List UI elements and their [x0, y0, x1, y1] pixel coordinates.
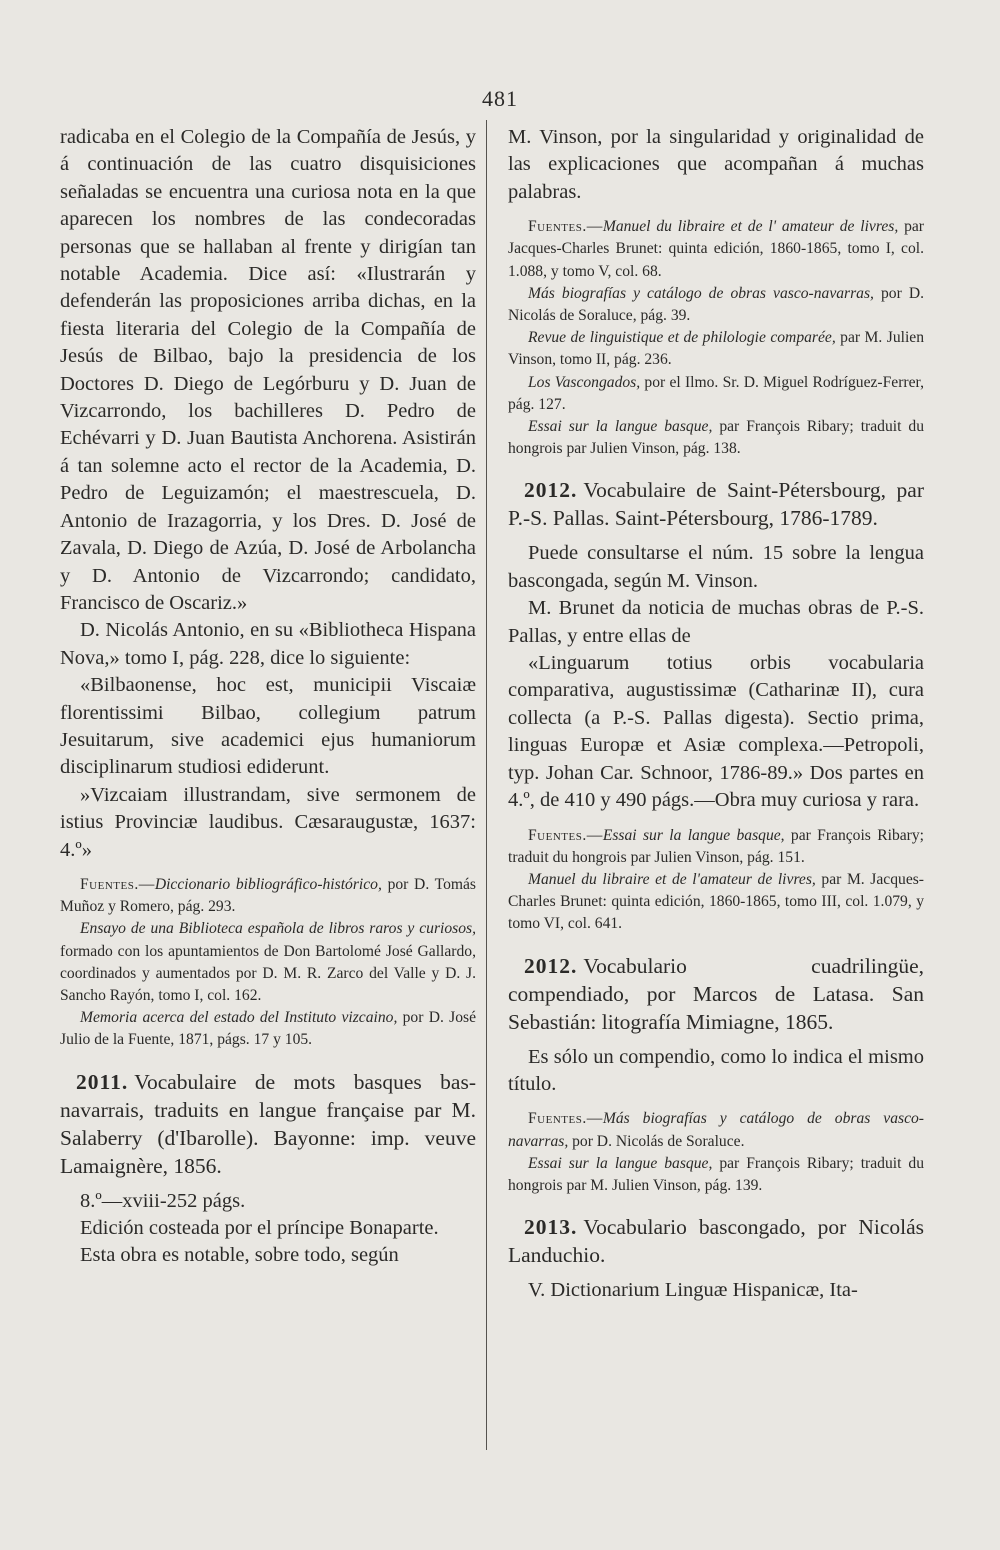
source-title: Revue de linguistique et de philologie comparée,	[528, 329, 836, 347]
entry-heading	[60, 1068, 476, 1180]
sources-block	[508, 216, 924, 460]
entry-line: Edición costeada por el príncipe Bonaparte.	[80, 1217, 439, 1239]
right-column	[508, 124, 924, 1305]
sources-lead: Fuentes.—	[528, 218, 603, 236]
source-rest: par Jacques-Charles Brunet: quinta edición, 1860-1865, tomo I, col. 1.088, y tomo V, col. 68.	[508, 218, 924, 280]
left-column	[60, 124, 476, 1270]
entry-title: Vocabulario bascongado, por Nicolás Landuchio.	[508, 1215, 924, 1268]
source-line	[508, 283, 924, 327]
sources-block	[60, 874, 476, 1052]
entry-title: Vocabulario cuadrilingüe, compendiado, por Marcos de Latasa. San Sebastián: litografía Mimiagne, 1865.	[508, 953, 924, 1034]
entry-2013	[508, 1213, 924, 1304]
source-rest: par M. Jacques-Charles Brunet: quinta edición, 1860-1865, tomo III, col. 1.079, y tomo VI, col. 641.	[508, 870, 924, 933]
source-line	[60, 918, 476, 1007]
entry-number: 2011.	[76, 1069, 129, 1094]
entry-heading	[508, 952, 924, 1036]
entry-line: 8.º—xviii-252 págs.	[80, 1189, 246, 1212]
source-rest: por D. Nicolás de Soraluce.	[568, 1132, 745, 1150]
entry-2011	[60, 1068, 476, 1270]
source-line	[60, 1007, 476, 1051]
right-intro-paragraph: M. Vinson, por la singularidad y originalidad de las explicaciones que acompañan á muchas palabras.	[508, 126, 924, 203]
source-title: Manuel du libraire et de l'amateur de livres,	[528, 870, 816, 888]
source-title: Essai sur la langue basque,	[602, 826, 785, 844]
source-line	[508, 869, 924, 936]
source-rest: por el Ilmo. Sr. D. Miguel Rodríguez-Ferrer, pág. 127.	[508, 373, 924, 413]
entry-heading	[508, 476, 924, 532]
source-rest: par François Ribary; traduit du hongrois par Julien Vinson, pág. 151.	[508, 826, 924, 866]
source-title: Memoria acerca del estado del Instituto vizcaino,	[80, 1009, 398, 1027]
source-rest: par M. Julien Vinson, tomo II, pág. 236.	[508, 329, 925, 369]
source-rest: por D. Nicolás de Soraluce, pág. 39.	[508, 284, 925, 325]
latin-quote-paragraph: »Vizcaiam illustrandam, sive sermonem de istius Provinciæ laudibus. Cæsaraugustæ, 1637: 4.º»	[60, 783, 476, 861]
source-rest: por D. José Julio de la Fuente, 1871, págs. 17 y 105.	[60, 1009, 476, 1049]
source-rest: par François Ribary; traduit du hongrois par Julien Vinson, pág. 138.	[508, 418, 924, 458]
source-line	[508, 372, 924, 416]
page-number: 481	[482, 86, 518, 111]
entry-2012-latasa	[508, 952, 924, 1198]
entry-line: V. Dictionarium Linguæ Hispanicæ, Ita-	[528, 1279, 858, 1302]
entry-2012-pallas	[508, 476, 924, 935]
entry-number: 2012.	[524, 953, 578, 978]
column-divider	[486, 120, 487, 1450]
sources-lead: Fuentes.—	[528, 826, 603, 844]
entry-line: Es sólo un compendio, como lo indica el mismo título.	[508, 1045, 924, 1095]
entry-number: 2013.	[524, 1215, 578, 1240]
entry-line: Puede consultarse el núm. 15 sobre la lengua bascongada, según M. Vinson.	[508, 542, 924, 592]
entry-title: Vocabulaire de Saint-Pétersbourg, par P.-S. Pallas. Saint-Pétersbourg, 1786-1789.	[508, 478, 924, 531]
source-line	[508, 1153, 924, 1197]
sources-block	[508, 825, 924, 936]
source-line	[508, 1108, 924, 1152]
source-line	[60, 874, 476, 918]
sources-block	[508, 1108, 924, 1197]
entry-title: Vocabulaire de mots basques bas-navarrais, traduits en langue française par M. Salaberry (d'Ibarolle). Bayonne: imp. veuve Lamaignère, 1856.	[60, 1069, 476, 1178]
entry-heading	[508, 1213, 924, 1269]
source-title: Los Vascongados,	[528, 373, 641, 391]
source-rest: formado con los apuntamientos de Don Bartolomé José Gallardo, coordinados y aumentados por D. M. R. Zarco del Valle y D. J. Sancho Rayón, tomo I, col. 162.	[60, 942, 476, 1004]
source-line	[508, 216, 924, 283]
source-line	[508, 416, 924, 460]
entry-line: «Linguarum totius orbis vocabularia comparativa, augustissimæ (Catharinæ II), cura collecta (a P.-S. Pallas digesta). Sectio prima, linguas Europæ et Asiæ complexa.—Petropoli, typ. Johan Car. Schnoor, 1786-89.» Dos partes en 4.º, de 410 y 490 págs.—Obra muy curiosa y rara.	[508, 652, 924, 812]
source-title: Más biografías y catálogo de obras vasco-navarras,	[528, 284, 874, 302]
source-title: Ensayo de una Biblioteca española de libros raros y curiosos,	[80, 920, 476, 938]
left-intro-paragraph: radicaba en el Colegio de la Compañía de Jesús, y á continuación de las cuatro disquisiciones señaladas se encuentra una curiosa nota en la que aparecen los nombres de las condecoradas personas que se hallaban al frente y dirigían tan notable Academia. Dice así: «Ilustrarán y defenderán las proposiciones arriba dichas, en la fiesta literaria del Colegio de la Compañía de Jesús de Bilbao, bajo la presidencia de los Doctores D. Diego de Legórburu y D. Juan de Vizcarrondo, los bachilleres D. Pedro de Echévarri y D. Juan Bautista Anchorena. Asistirán á tan solemne acto el rector de la Academia, D. Pedro de Leguizamón; el maestrescuela, D. Antonio de Irazagorria, y los Dres. D. José de Zavala, D. Diego de Azúa, D. José de Arbolancha y D. Antonio de Vizcarrondo; candidato, Francisco de Oscariz.»	[60, 126, 476, 614]
source-line	[508, 825, 924, 869]
entry-line: Esta obra es notable, sobre todo, según	[80, 1244, 399, 1267]
source-rest: par François Ribary; traduit du hongrois par M. Julien Vinson, pág. 139.	[508, 1154, 924, 1194]
source-title: Más biografías y catálogo de obras vasco-navarras,	[508, 1110, 924, 1150]
source-title: Diccionario bibliográfico-histórico,	[154, 875, 382, 893]
source-title: Essai sur la langue basque,	[528, 418, 713, 436]
latin-quote-paragraph: «Bilbaonense, hoc est, municipii Viscaiæ florentissimi Bilbao, collegium patrum Jesuitarum, sive academici ejus humaniorum disciplinarum studiosi ediderunt.	[60, 674, 476, 779]
entry-line: M. Brunet da noticia de muchas obras de P.-S. Pallas, y entre ellas de	[508, 597, 924, 647]
source-title: Manuel du libraire et de l' amateur de livres,	[602, 218, 899, 236]
source-line	[508, 327, 924, 371]
left-paragraph: D. Nicolás Antonio, en su «Bibliotheca Hispana Nova,» tomo I, pág. 228, dice lo siguiente:	[60, 619, 476, 669]
sources-lead: Fuentes.—	[528, 1110, 603, 1128]
source-rest: por D. Tomás Muñoz y Romero, pág. 293.	[60, 875, 476, 916]
entry-number: 2012.	[524, 478, 578, 503]
sources-lead: Fuentes.—	[80, 875, 155, 893]
source-title: Essai sur la langue basque,	[528, 1154, 713, 1172]
